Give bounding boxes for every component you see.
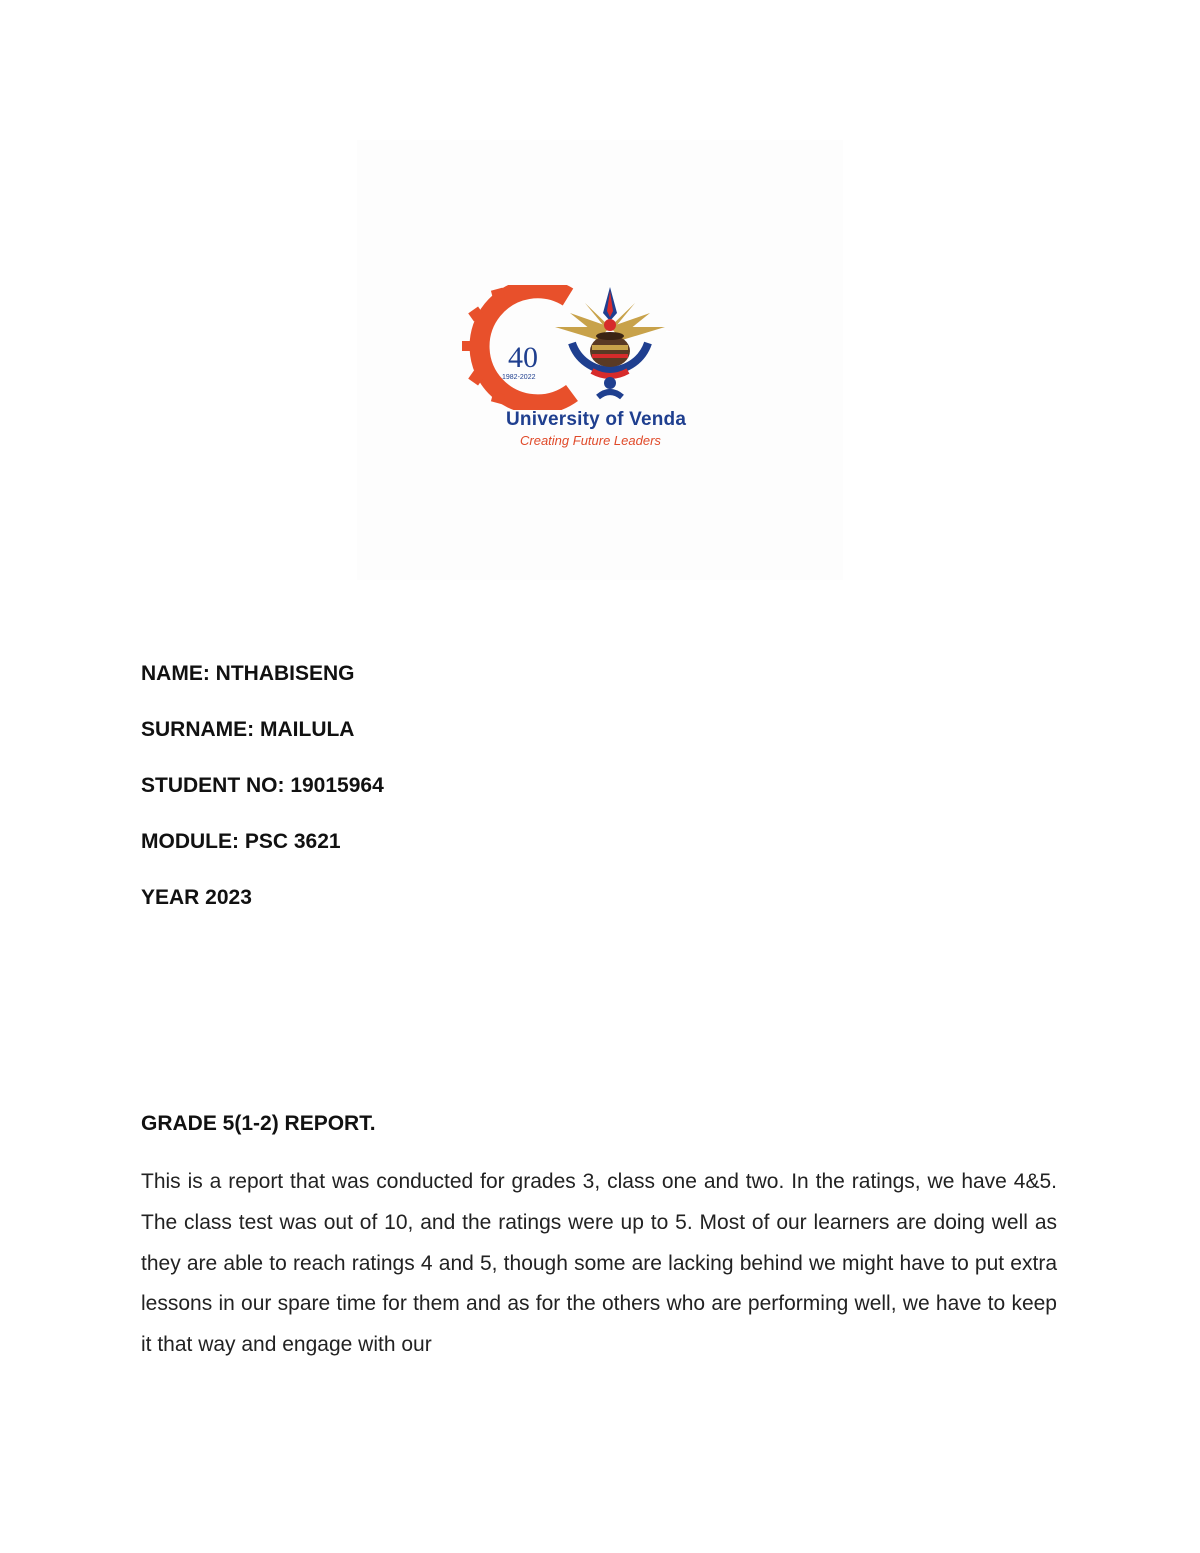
report-heading: GRADE 5(1-2) REPORT.	[141, 1112, 376, 1135]
student-number: STUDENT NO: 19015964	[141, 774, 384, 797]
report-body: This is a report that was conducted for grades 3, class one and two. In the ratings, we have 4&5. The class test was out of 10, and the ratings were up to 5. Most of our learners are doing well as they are able to reach ratings 4 and 5, though some are lacking behind we might have to put extra lessons in our spare time for them and as for the others who are performing well, we have to keep it that way and engage with our	[141, 1170, 1057, 1357]
badge-years: 1982-2022	[502, 374, 536, 381]
student-name: NAME: NTHABISENG	[141, 662, 355, 685]
flame-icon	[603, 287, 617, 331]
logo-frame	[357, 140, 843, 580]
university-logo	[460, 285, 720, 455]
university-emblem	[460, 285, 720, 410]
student-surname: SURNAME: MAILULA	[141, 718, 355, 741]
figure-icon	[592, 371, 628, 397]
student-info-list	[141, 660, 384, 940]
badge-number: 40	[508, 341, 538, 374]
academic-year: YEAR 2023	[141, 886, 252, 909]
module-code: MODULE: PSC 3621	[141, 830, 341, 853]
university-name: University of Venda	[506, 409, 687, 430]
university-tagline: Creating Future Leaders	[520, 433, 661, 448]
